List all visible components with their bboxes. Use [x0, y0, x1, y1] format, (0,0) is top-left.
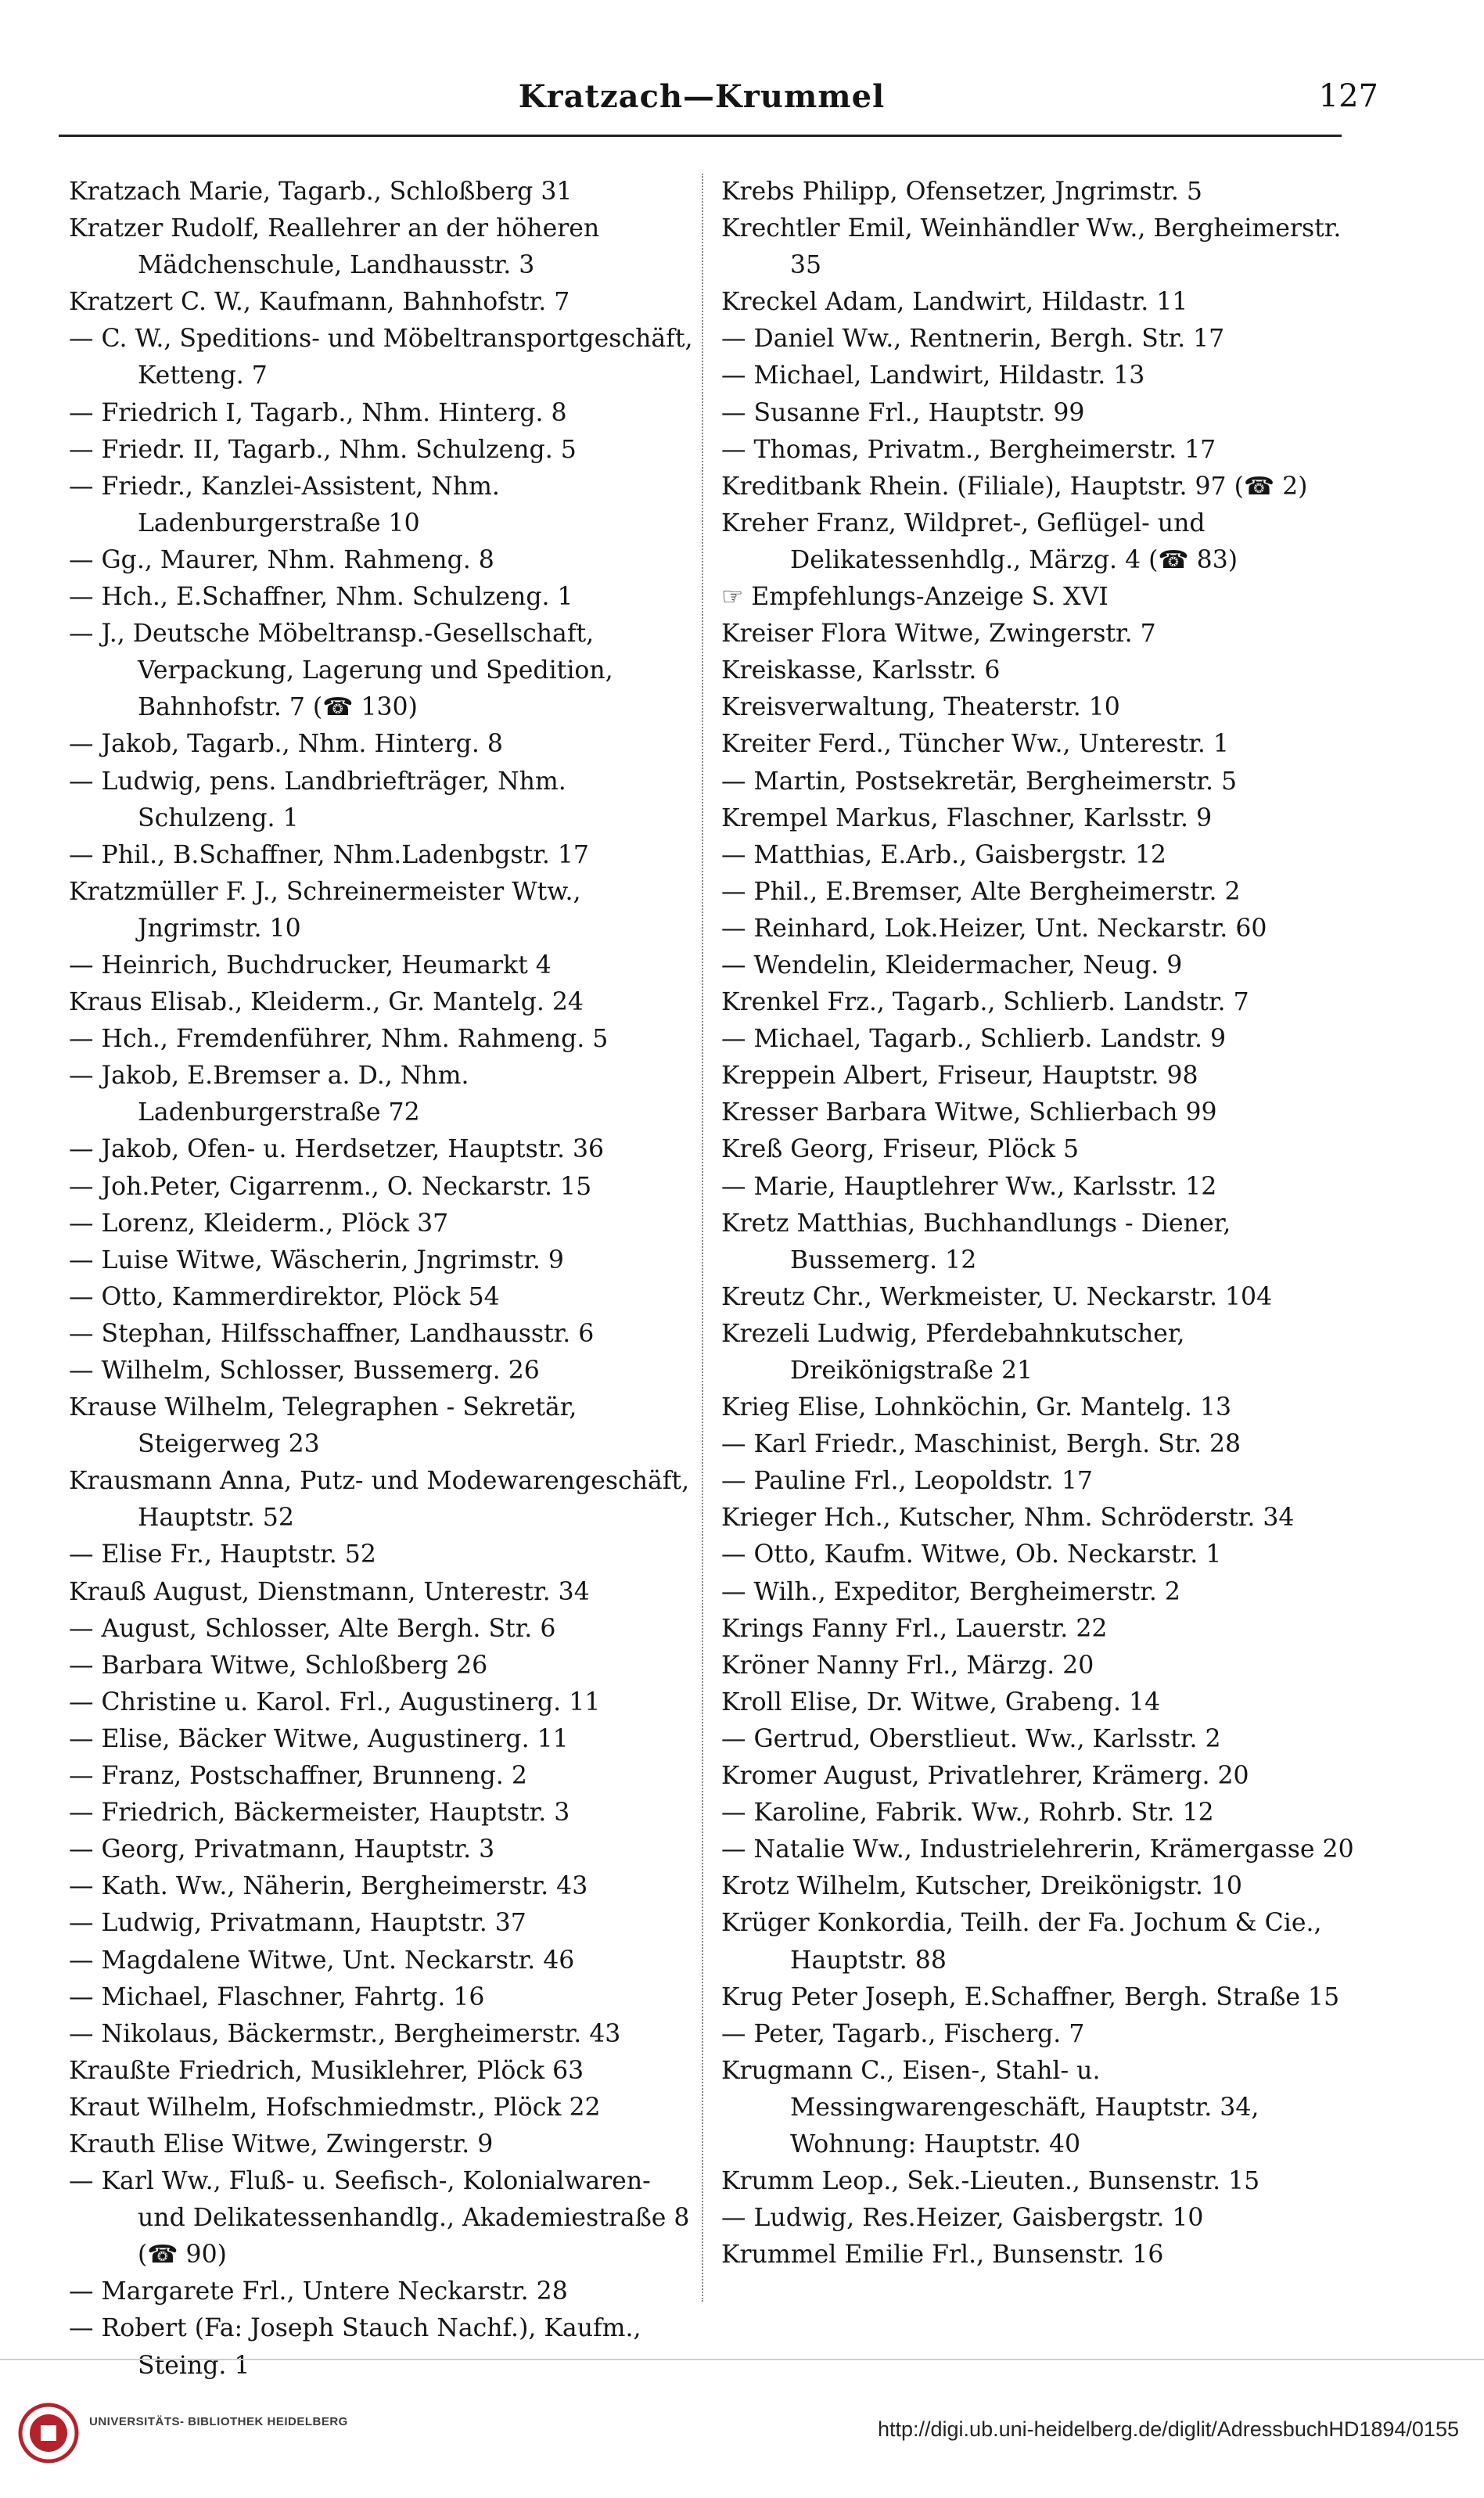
source-url-link[interactable]: http://digi.ub.uni-heidelberg.de/diglit/AdressbuchHD1894/0155	[877, 2417, 1459, 2441]
directory-entry: — Natalie Ww., Industrielehrerin, Krämergasse 20	[721, 1835, 1354, 1864]
directory-entry: — Barbara Witwe, Schloßberg 26	[69, 1651, 488, 1680]
directory-entry: Kreditbank Rhein. (Filiale), Hauptstr. 97 (☎ 2)	[721, 472, 1308, 501]
directory-entry: Krause Wilhelm, Telegraphen - Sekretär, Steigerweg 23	[69, 1393, 577, 1459]
directory-entry: — Michael, Tagarb., Schlierb. Landstr. 9	[721, 1025, 1227, 1054]
directory-entry: — Phil., B.Schaffner, Nhm.Ladenbgstr. 17	[69, 840, 589, 869]
column-divider	[702, 174, 703, 2302]
directory-entry: Krugmann C., Eisen-, Stahl- u. Messingwarengeschäft, Hauptstr. 34, Wohnung: Hauptstr. 40	[721, 2056, 1259, 2158]
directory-entry: — Elise, Bäcker Witwe, Augustinerg. 11	[69, 1724, 569, 1753]
directory-entry: — Friedr., Kanzlei-Assistent, Nhm. Ladenburgerstraße 10	[69, 472, 500, 537]
directory-entry: Krechtler Emil, Weinhändler Ww., Bergheimerstr. 35	[721, 214, 1342, 280]
directory-entry: Kreppein Albert, Friseur, Hauptstr. 98	[721, 1062, 1198, 1091]
directory-entry: Kretz Matthias, Buchhandlungs - Diener, Bussemerg. 12	[721, 1209, 1231, 1274]
page-number: 127	[1318, 78, 1378, 114]
directory-entry: — Reinhard, Lok.Heizer, Unt. Neckarstr. 60	[721, 914, 1267, 943]
directory-entry: — Magdalene Witwe, Unt. Neckarstr. 46	[69, 1946, 575, 1975]
left-column	[69, 174, 695, 2380]
directory-entry: — Gertrud, Oberstlieut. Ww., Karlsstr. 2	[721, 1724, 1221, 1753]
directory-entry: Kröner Nanny Frl., Märzg. 20	[721, 1651, 1094, 1680]
directory-entry: — Wilh., Expeditor, Bergheimerstr. 2	[721, 1577, 1180, 1606]
directory-entry: — Margarete Frl., Untere Neckarstr. 28	[69, 2277, 568, 2306]
directory-entry: Kratzach Marie, Tagarb., Schloßberg 31	[69, 178, 573, 206]
directory-entry: — Heinrich, Buchdrucker, Heumarkt 4	[69, 951, 552, 979]
directory-entry: Krings Fanny Frl., Lauerstr. 22	[721, 1614, 1108, 1643]
directory-entry: — Gg., Maurer, Nhm. Rahmeng. 8	[69, 545, 494, 574]
directory-entry: Kreutz Chr., Werkmeister, U. Neckarstr. 104	[721, 1282, 1273, 1311]
directory-entry: — C. W., Speditions- und Möbeltransportgeschäft, Ketteng. 7	[69, 325, 693, 390]
directory-entry: — Georg, Privatmann, Hauptstr. 3	[69, 1835, 495, 1864]
directory-entry: — Nikolaus, Bäckermstr., Bergheimerstr. 43	[69, 2019, 621, 2048]
directory-entry: Kreckel Adam, Landwirt, Hildastr. 11	[721, 288, 1188, 317]
directory-entry: Kraußte Friedrich, Musiklehrer, Plöck 63	[69, 2056, 584, 2085]
page-title: Kratzach—Krummel	[518, 78, 886, 115]
directory-entry: Krummel Emilie Frl., Bunsenstr. 16	[721, 2241, 1164, 2270]
directory-entry: ☞ Empfehlungs-Anzeige S. XVI	[721, 583, 1109, 612]
directory-entry: — Ludwig, Res.Heizer, Gaisbergstr. 10	[721, 2204, 1204, 2233]
directory-entry: — Karoline, Fabrik. Ww., Rohrb. Str. 12	[721, 1799, 1214, 1828]
directory-entry: — Michael, Flaschner, Fahrtg. 16	[69, 1982, 485, 2011]
directory-entry: — Otto, Kaufm. Witwe, Ob. Neckarstr. 1	[721, 1540, 1222, 1569]
directory-entry: Kresser Barbara Witwe, Schlierbach 99	[721, 1098, 1217, 1127]
directory-entry: Krenkel Frz., Tagarb., Schlierb. Landstr. 7	[721, 988, 1249, 1017]
directory-entry: — Jakob, Ofen- u. Herdsetzer, Hauptstr. 36	[69, 1135, 605, 1164]
directory-entry: Kreß Georg, Friseur, Plöck 5	[721, 1135, 1080, 1164]
directory-entry: — Wendelin, Kleidermacher, Neug. 9	[721, 951, 1183, 979]
directory-entry: Kratzert C. W., Kaufmann, Bahnhofstr. 7	[69, 288, 570, 317]
directory-entry: — Robert (Fa: Joseph Stauch Nachf.), Kaufm., Steing. 1	[69, 2314, 641, 2380]
directory-entry: — Franz, Postschaffner, Brunneng. 2	[69, 1762, 527, 1791]
header-rule	[59, 135, 1342, 137]
directory-entry: Krieg Elise, Lohnköchin, Gr. Mantelg. 13	[721, 1393, 1232, 1422]
directory-entry: — Hch., E.Schaffner, Nhm. Schulzeng. 1	[69, 583, 573, 612]
directory-entry: — Friedrich, Bäckermeister, Hauptstr. 3	[69, 1799, 570, 1828]
directory-entry: Kraut Wilhelm, Hofschmiedmstr., Plöck 22	[69, 2093, 601, 2122]
library-name: UNIVERSITÄTS- BIBLIOTHEK HEIDELBERG	[89, 2415, 348, 2428]
directory-entry: — Luise Witwe, Wäscherin, Jngrimstr. 9	[69, 1245, 564, 1274]
directory-entry: Kreher Franz, Wildpret-, Geflügel- und Delikatessenhdlg., Märzg. 4 (☎ 83)	[721, 509, 1238, 574]
directory-entry: Kreiser Flora Witwe, Zwingerstr. 7	[721, 620, 1156, 649]
directory-entry: — Karl Friedr., Maschinist, Bergh. Str. 28	[721, 1430, 1241, 1459]
directory-entry: Krug Peter Joseph, E.Schaffner, Bergh. Straße 15	[721, 1982, 1340, 2011]
directory-entry: Kratzer Rudolf, Reallehrer an der höheren Mädchenschule, Landhausstr. 3	[69, 214, 600, 280]
directory-entry: — Susanne Frl., Hauptstr. 99	[721, 398, 1085, 427]
directory-entry: — Pauline Frl., Leopoldstr. 17	[721, 1467, 1093, 1496]
library-logo[interactable]	[17, 2402, 408, 2472]
directory-entry: — August, Schlosser, Alte Bergh. Str. 6	[69, 1614, 556, 1643]
directory-entry: Krausmann Anna, Putz- und Modewarengeschäft, Hauptstr. 52	[69, 1467, 690, 1533]
directory-entry: — Michael, Landwirt, Hildastr. 13	[721, 361, 1145, 390]
page-header	[56, 78, 1378, 125]
directory-entry: Krempel Markus, Flaschner, Karlsstr. 9	[721, 803, 1213, 832]
directory-entry: — Friedr. II, Tagarb., Nhm. Schulzeng. 5	[69, 435, 577, 464]
directory-entry: Kreisverwaltung, Theaterstr. 10	[721, 693, 1120, 722]
directory-entry: Kreiskasse, Karlsstr. 6	[721, 656, 1001, 685]
directory-entry: — Thomas, Privatm., Bergheimerstr. 17	[721, 435, 1216, 464]
directory-entry: Krauß August, Dienstmann, Unterestr. 34	[69, 1577, 590, 1606]
directory-entry: Krieger Hch., Kutscher, Nhm. Schröderstr. 34	[721, 1504, 1295, 1533]
university-seal-icon	[17, 2402, 80, 2464]
directory-entry: — Friedrich I, Tagarb., Nhm. Hinterg. 8	[69, 398, 567, 427]
directory-entry: Kratzmüller F. J., Schreinermeister Wtw., Jngrimstr. 10	[69, 877, 581, 943]
directory-entry: — Marie, Hauptlehrer Ww., Karlsstr. 12	[721, 1172, 1217, 1201]
directory-entry: — Martin, Postsekretär, Bergheimerstr. 5	[721, 767, 1238, 796]
directory-entry: — Hch., Fremdenführer, Nhm. Rahmeng. 5	[69, 1025, 609, 1054]
directory-entry: Krauth Elise Witwe, Zwingerstr. 9	[69, 2130, 494, 2158]
directory-entry: — Christine u. Karol. Frl., Augustinerg. 11	[69, 1687, 601, 1716]
directory-entry: — Otto, Kammerdirektor, Plöck 54	[69, 1282, 500, 1311]
directory-entry: Kroll Elise, Dr. Witwe, Grabeng. 14	[721, 1687, 1161, 1716]
directory-entry: — Ludwig, pens. Landbriefträger, Nhm. Schulzeng. 1	[69, 767, 566, 832]
directory-entry: — Ludwig, Privatmann, Hauptstr. 37	[69, 1909, 526, 1938]
directory-entry: — J., Deutsche Möbeltransp.-Gesellschaft, Verpackung, Lagerung und Spedition, Bahnhofstr. 7 (☎ 130)	[69, 620, 613, 722]
directory-entry: Krüger Konkordia, Teilh. der Fa. Jochum & Cie., Hauptstr. 88	[721, 1909, 1322, 1975]
directory-entry: — Phil., E.Bremser, Alte Bergheimerstr. 2	[721, 877, 1241, 906]
directory-entry: Krumm Leop., Sek.-Lieuten., Bunsenstr. 15	[721, 2167, 1260, 2196]
directory-entry: — Peter, Tagarb., Fischerg. 7	[721, 2019, 1085, 2048]
directory-entry: — Wilhelm, Schlosser, Bussemerg. 26	[69, 1357, 540, 1385]
directory-entry: — Kath. Ww., Näherin, Bergheimerstr. 43	[69, 1872, 588, 1901]
directory-entry: Kreiter Ferd., Tüncher Ww., Unterestr. 1	[721, 730, 1229, 759]
directory-entry: — Elise Fr., Hauptstr. 52	[69, 1540, 376, 1569]
directory-entry: Krezeli Ludwig, Pferdebahnkutscher, Dreikönigstraße 21	[721, 1319, 1185, 1385]
footer-rule	[0, 2359, 1484, 2360]
right-column	[721, 174, 1361, 2309]
directory-entry: — Jakob, E.Bremser a. D., Nhm. Ladenburgerstraße 72	[69, 1062, 469, 1127]
directory-entry: Kraus Elisab., Kleiderm., Gr. Mantelg. 24	[69, 988, 584, 1017]
directory-entry: — Stephan, Hilfsschaffner, Landhausstr. 6	[69, 1319, 595, 1348]
directory-entry: — Matthias, E.Arb., Gaisbergstr. 12	[721, 840, 1166, 869]
directory-entry: Krotz Wilhelm, Kutscher, Dreikönigstr. 10	[721, 1872, 1242, 1901]
directory-entry: Krebs Philipp, Ofensetzer, Jngrimstr. 5	[721, 178, 1202, 206]
directory-entry: — Daniel Ww., Rentnerin, Bergh. Str. 17	[721, 325, 1225, 354]
directory-entry: — Lorenz, Kleiderm., Plöck 37	[69, 1209, 449, 1238]
directory-entry: — Karl Ww., Fluß- u. Seefisch-, Kolonialwaren- und Delikatessenhandlg., Akademiestraße 8 (☎ 90)	[69, 2167, 690, 2270]
directory-entry: — Joh.Peter, Cigarrenm., O. Neckarstr. 15	[69, 1172, 592, 1201]
directory-entry: Kromer August, Privatlehrer, Krämerg. 20	[721, 1762, 1249, 1791]
directory-entry: — Jakob, Tagarb., Nhm. Hinterg. 8	[69, 730, 503, 759]
